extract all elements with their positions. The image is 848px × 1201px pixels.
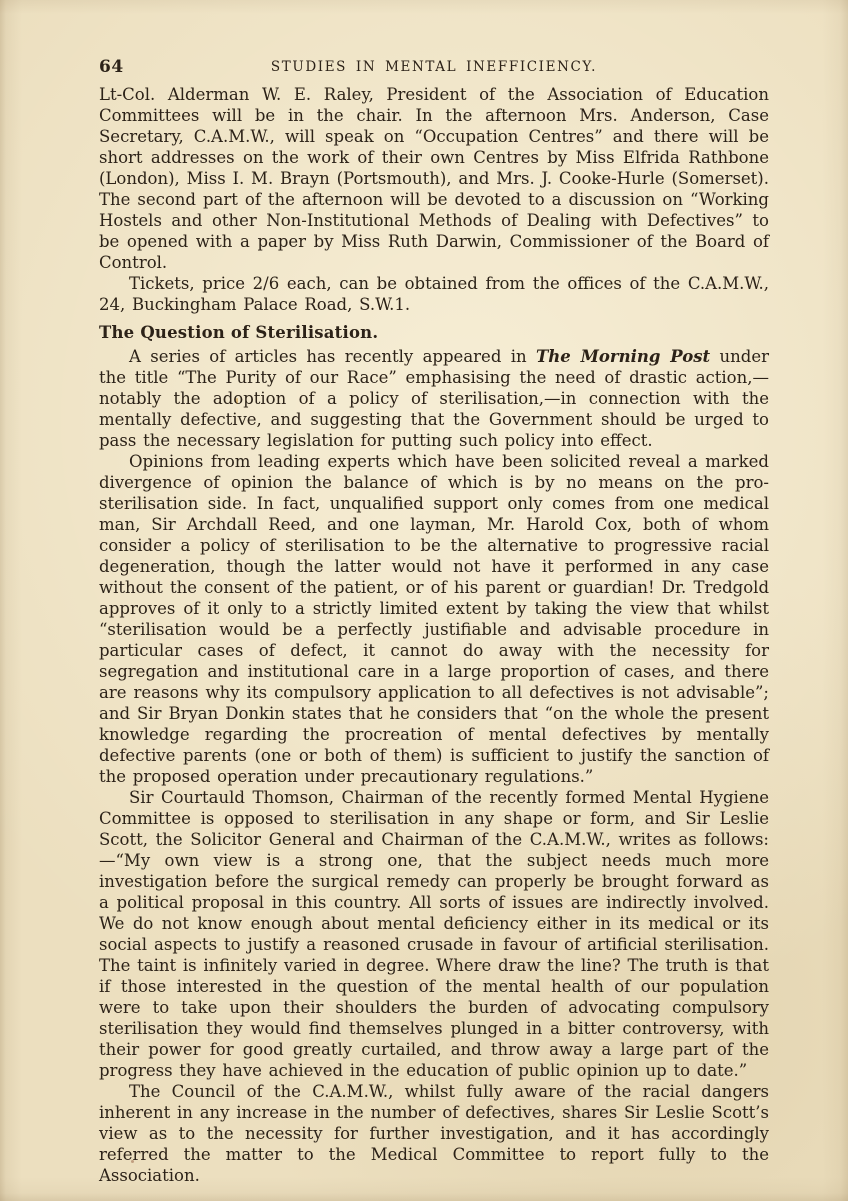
paragraph-tickets: Tickets, price 2/6 each, can be obtained from the offices of the C.A.M.W., 24, Buckingham Palace Road, S.W.1.	[99, 274, 769, 314]
section-heading: The Question of Sterilisation.	[99, 323, 379, 342]
page-number: 64	[99, 57, 124, 77]
paragraph-text-after-journal: under the title “The Purity of our Race” emphasising the need of drastic action,—notably the adoption of a policy of sterilisation,—in connection with the mentally defective, and suggesting that the Government should be urged to pass the necessary legislation for putting such policy into effect.	[99, 347, 770, 450]
journal-title: The Morning Post	[536, 347, 711, 366]
paragraph-council-conclusion: The Council of the C.A.M.W., whilst fully aware of the racial dangers inherent in any increase in the number of defectives, shares Sir Leslie Scott’s view as to the necessity for further investigation, and it has accordingly referred the matter to the Medical Committee to report fully to the Association.	[99, 1082, 769, 1185]
paragraph-morning-post-articles	[99, 346, 769, 451]
paragraph-text-before-journal: A series of articles has recently appeared in	[129, 347, 537, 366]
paragraph-expert-opinions: Opinions from leading experts which have been solicited reveal a marked divergence of opinion the balance of which is by no means on the pro-sterilisation side. In fact, unqualified support only comes from one medical man, Sir Archdall Reed, and one layman, Mr. Harold Cox, both of whom consider a policy of sterilisation to be the alternative to progressive racial degeneration, though the latter would not have it performed in any case without the consent of the patient, or of his parent or guardian! Dr. Tredgold approves of it only to a strictly limited extent by taking the view that whilst “sterilisation would be a perfectly justifiable and advisable procedure in particular cases of defect, it cannot do away with the necessity for segregation and institutional care in a large proportion of cases, and there are reasons why its compulsory application to all defectives is not advisable”; and Sir Bryan Donkin states that he considers that “on the whole the present knowledge regarding the procreation of mental defectives by mentally defective parents (one or both of them) is sufficient to justify the sanction of the proposed operation under precautionary regulations.”	[99, 452, 769, 786]
paragraph-thomson-scott-views: Sir Courtauld Thomson, Chairman of the recently formed Mental Hygiene Committee is opposed to sterilisation in any shape or form, and Sir Leslie Scott, the Solicitor General and Chairman of the C.A.M.W., writes as follows:—“My own view is a strong one, that the subject needs much more investigation before the surgical remedy can properly be brought forward as a political proposal in this country. All sorts of issues are indirectly involved. We do not know enough about mental deficiency either in its medical or its social aspects to justify a reasoned crusade in favour of artificial sterilisation. The taint is infinitely varied in degree. Where draw the line? The truth is that if those interested in the question of the mental health of our population were to take upon their shoulders the burden of advocating compulsory sterilisation they would find themselves plunged in a bitter controversy, with their power for good greatly curtailed, and throw away a large part of the progress they have achieved in the education of public opinion up to date.”	[99, 788, 769, 1080]
paragraph-conference-details: Lt-Col. Alderman W. E. Raley, President of the Association of Education Committees will be in the chair. In the afternoon Mrs. Anderson, Case Secretary, C.A.M.W., will speak on “Occupation Centres” and there will be short addresses on the work of their own Centres by Miss Elfrida Rathbone (London), Miss I. M. Brayn (Portsmouth), and Mrs. J. Cooke-Hurle (Somerset). The second part of the afternoon will be devoted to a discussion on “Working Hostels and other Non-Institutional Methods of Dealing with Defectives” to be opened with a paper by Miss Ruth Darwin, Commissioner of the Board of Control.	[99, 85, 769, 272]
document-page	[99, 57, 769, 1186]
running-title: STUDIES IN MENTAL INEFFICIENCY.	[270, 59, 598, 75]
page-header	[99, 57, 769, 77]
article-body	[99, 84, 769, 1186]
